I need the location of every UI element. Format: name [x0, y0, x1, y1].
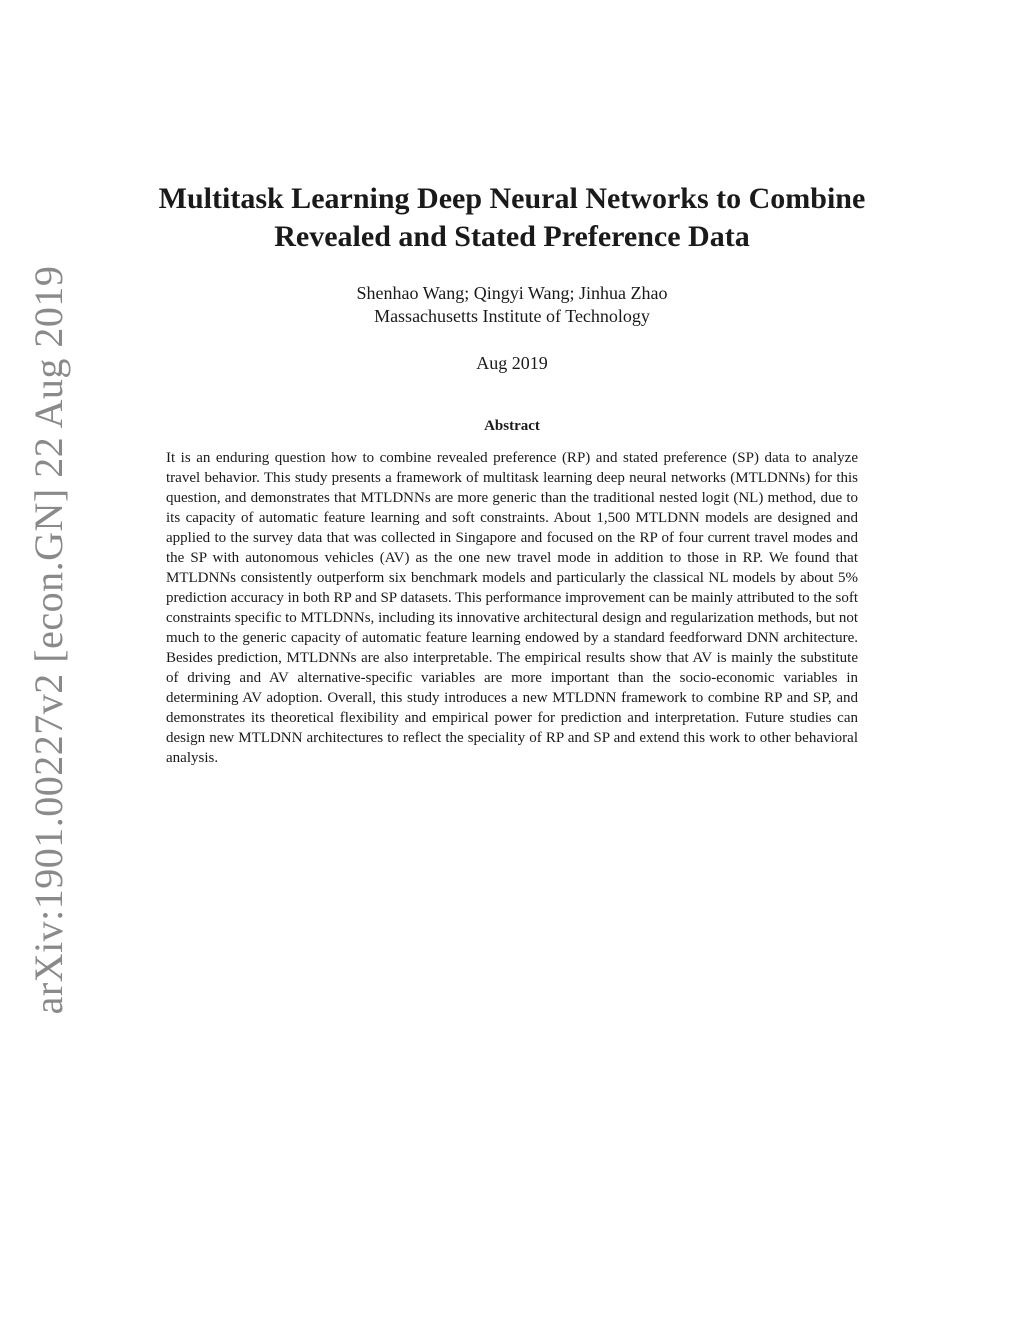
paper-title-line-1: Multitask Learning Deep Neural Networks to Combine [158, 182, 866, 215]
author-affiliation: Massachusetts Institute of Technology [374, 306, 650, 326]
author-block [0, 282, 1024, 328]
author-names: Shenhao Wang; Qingyi Wang; Jinhua Zhao [356, 283, 668, 303]
paper-title-line-2: Revealed and Stated Preference Data [274, 220, 750, 253]
paper-title [0, 180, 1024, 256]
paper-date: Aug 2019 [476, 353, 548, 373]
abstract-text: It is an enduring question how to combine revealed preference (RP) and stated preference (SP) data to analyze travel behavior. This study presents a framework of multitask learning deep neural networks (MTLDNNs) for this question, and demonstrates that MTLDNNs are more generic than the traditional nested logit (NL) method, due to its capacity of automatic feature learning and soft constraints. About 1,500 MTLDNN models are designed and applied to the survey data that was collected in Singapore and focused on the RP of four current travel modes and the SP with autonomous vehicles (AV) as the one new travel mode in addition to those in RP. We found that MTLDNNs consistently outperform six benchmark models and particularly the classical NL models by about 5% prediction accuracy in both RP and SP datasets. This performance improvement can be mainly attributed to the soft constraints specific to MTLDNNs, including its innovative architectural design and regularization methods, but not much to the generic capacity of automatic feature learning endowed by a standard feedforward DNN architecture. Besides prediction, MTLDNNs are also interpretable. The empirical results show that AV is mainly the substitute of driving and AV alternative-specific variables are more important than the socio-economic variables in determining AV adoption. Overall, this study introduces a new MTLDNN framework to combine RP and SP, and demonstrates its theoretical flexibility and empirical power for prediction and interpretation. Future studies can design new MTLDNN architectures to reflect the speciality of RP and SP and extend this work to other behavioral analysis. [166, 450, 858, 766]
arxiv-identifier-stamp: arXiv:1901.00227v2 [econ.GN] 22 Aug 2019 [25, 265, 71, 1015]
abstract-heading: Abstract [484, 418, 540, 434]
